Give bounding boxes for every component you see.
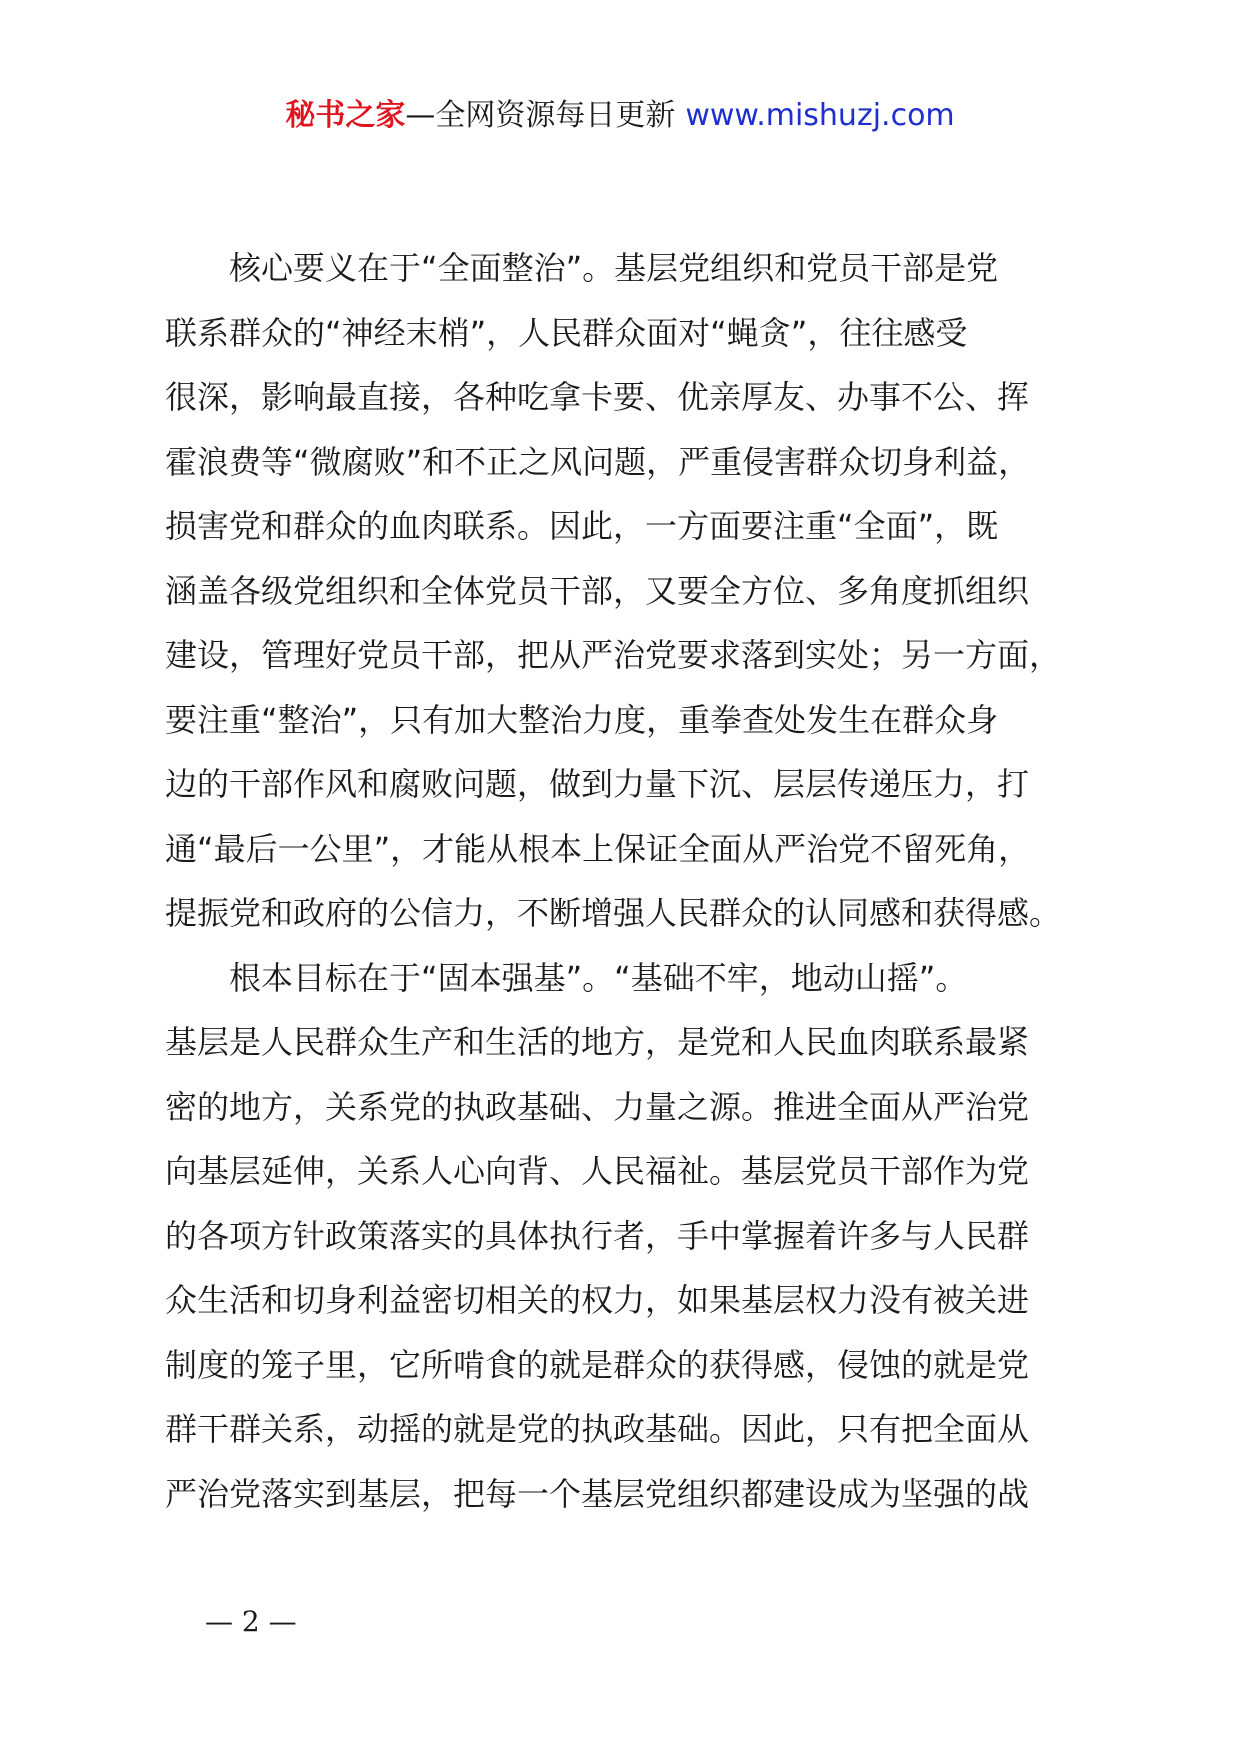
text-line: 很深，影响最直接，各种吃拿卡要、优亲厚友、办事不公、挥 xyxy=(165,378,1030,416)
page-number: — 2 — xyxy=(205,1605,297,1638)
text-line: 边的干部作风和腐败问题，做到力量下沉、层层传递压力，打 xyxy=(165,765,1030,803)
text-line: 向基层延伸，关系人心向背、人民福祉。基层党员干部作为党 xyxy=(165,1152,1030,1190)
text-line: 核心要义在于“全面整治”。基层党组织和党员干部是党 xyxy=(229,249,999,287)
text-line: 要注重“整治”，只有加大整治力度，重拳查处发生在群众身 xyxy=(165,700,999,739)
text-line: 损害党和群众的血肉联系。因此，一方面要注重“全面”，既 xyxy=(165,507,999,545)
text-line: 的各项方针政策落实的具体执行者，手中掌握着许多与人民群 xyxy=(165,1216,1030,1255)
text-line: 提振党和政府的公信力，不断增强人民群众的认同感和获得感。 xyxy=(165,894,1062,932)
text-line: 涵盖各级党组织和全体党员干部，又要全方位、多角度抓组织 xyxy=(165,571,1030,610)
text-line: 制度的笼子里，它所啃食的就是群众的获得感，侵蚀的就是党 xyxy=(165,1345,1030,1384)
site-url-link[interactable]: www.mishuzj.com xyxy=(685,98,955,133)
paragraph xyxy=(165,946,1090,1527)
text-line: 众生活和切身利益密切相关的权力，如果基层权力没有被关进 xyxy=(165,1281,1030,1319)
text-line: 霍浪费等“微腐败”和不正之风问题，严重侵害群众切身利益， xyxy=(165,442,1031,481)
header-slogan: —全网资源每日更新 xyxy=(405,98,676,133)
text-line: 通“最后一公里”，才能从根本上保证全面从严治党不留死角， xyxy=(165,829,1031,868)
text-line: 建设，管理好党员干部，把从严治党要求落到实处；另一方面， xyxy=(165,636,1062,674)
text-line: 密的地方，关系党的执政基础、力量之源。推进全面从严治党 xyxy=(165,1087,1030,1126)
document-body xyxy=(165,236,1090,1526)
text-line: 严治党落实到基层，把每一个基层党组织都建设成为坚强的战 xyxy=(165,1474,1030,1513)
brand-name: 秘书之家 xyxy=(285,98,406,133)
paragraph xyxy=(165,236,1090,946)
text-line: 联系群众的“神经末梢”，人民群众面对“蝇贪”，往往感受 xyxy=(165,313,968,352)
text-line: 群干群关系，动摇的就是党的执政基础。因此，只有把全面从 xyxy=(165,1410,1030,1448)
text-line: 基层是人民群众生产和生活的地方，是党和人民血肉联系最紧 xyxy=(165,1023,1030,1061)
site-header xyxy=(0,96,1240,136)
text-line: 根本目标在于“固本强基”。“基础不牢，地动山摇”。 xyxy=(229,958,968,997)
